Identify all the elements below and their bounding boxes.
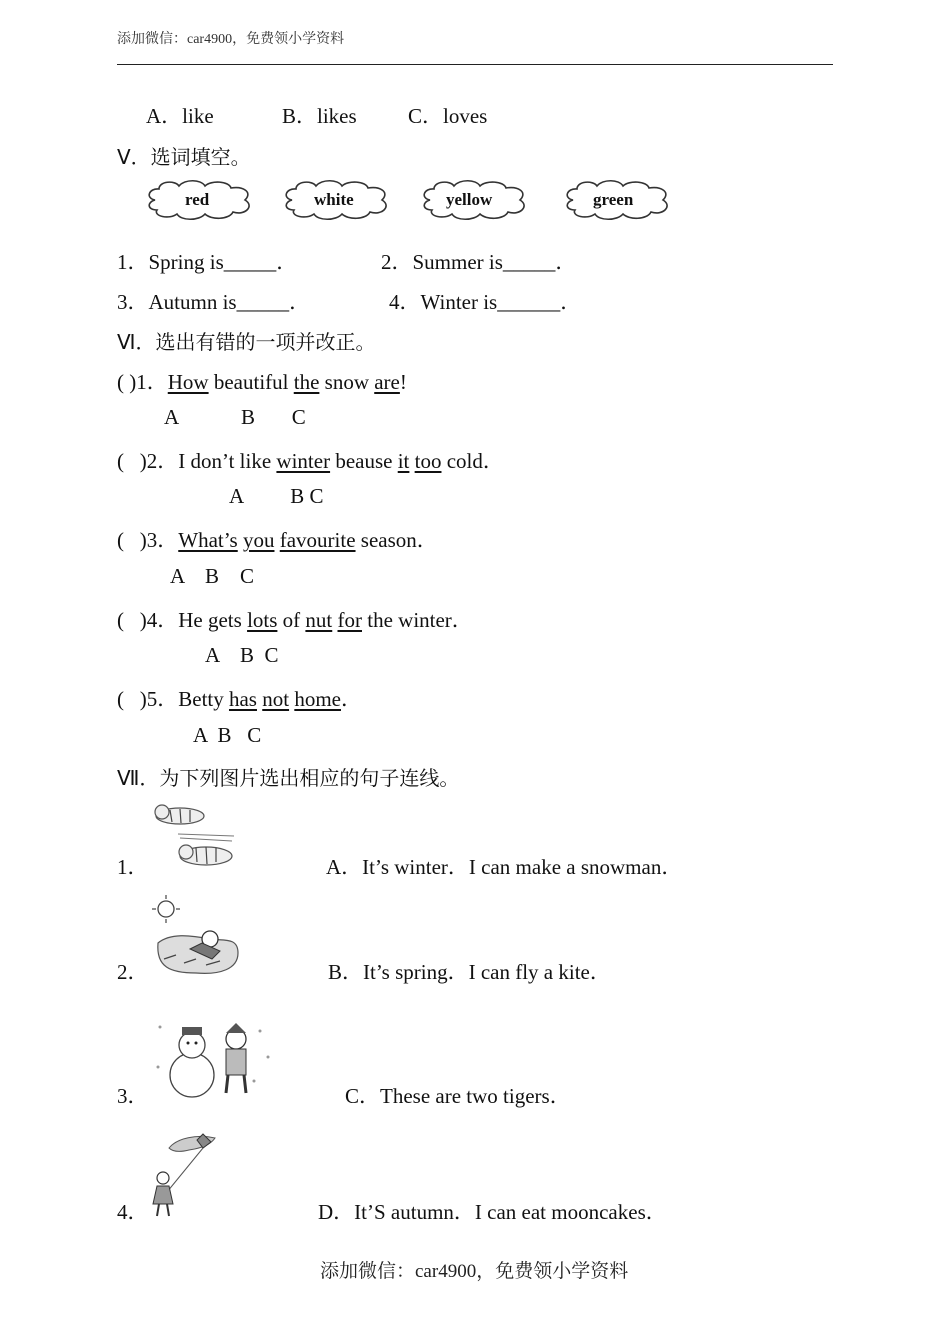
section-6-title: Ⅵ．选出有错的一项并改正。	[117, 330, 376, 354]
word-cloud-yellow	[420, 178, 532, 227]
word-cloud-red	[145, 178, 257, 227]
choice-a: has	[228, 687, 257, 711]
choice-c: favourite	[279, 528, 356, 552]
error-question-3: ( )3．What’s you favourite season．	[117, 528, 438, 552]
error-question-4: ( )4．He gets lots of nut for the winter．	[117, 608, 473, 632]
choice-a: winter	[276, 449, 331, 473]
autumn-scene-icon	[150, 893, 242, 983]
picture-tigers	[150, 798, 242, 879]
choice-c: too	[414, 449, 442, 473]
word-yellow: yellow	[446, 190, 493, 209]
choice-b: you	[242, 528, 275, 552]
match-num-1: 1．	[117, 855, 149, 879]
word-cloud-green	[563, 178, 675, 227]
choice-c: are	[374, 370, 400, 394]
option-a: A．like	[146, 104, 214, 128]
page-footer: 添加微信：car4900，免费领小学资料	[320, 1261, 629, 1282]
picture-snowman	[150, 1017, 282, 1104]
error-letters-3: A B C	[170, 564, 255, 588]
sentence-b: B．It’s spring．I can fly a kite．	[328, 960, 611, 984]
choice-a: What’s	[178, 528, 238, 552]
error-letters-2: A B C	[229, 484, 324, 508]
section-7-title: Ⅶ．为下列图片选出相应的句子连线。	[117, 766, 460, 790]
error-question-2: ( )2．I don’t like winter beause it too cold．	[117, 449, 504, 473]
choice-c: home	[294, 687, 341, 711]
match-num-4: 4．	[117, 1200, 149, 1224]
word-white: white	[314, 190, 354, 209]
word-red: red	[185, 190, 210, 209]
choice-b: it	[397, 449, 410, 473]
error-letters-1: A B C	[164, 405, 306, 429]
error-letters-5: A B C	[193, 723, 262, 747]
fill-q2: 2．Summer is_____．	[381, 250, 577, 274]
choice-a: lots	[247, 608, 278, 632]
sentence-c: C．These are two tigers．	[345, 1084, 571, 1108]
choice-a: How	[167, 370, 209, 394]
error-question-5: ( )5．Betty has not home．	[117, 687, 362, 711]
option-c: C．loves	[408, 104, 488, 128]
match-num-2: 2．	[117, 960, 149, 984]
header-rule	[117, 64, 833, 65]
match-num-3: 3．	[117, 1084, 149, 1108]
choice-c: for	[337, 608, 362, 632]
choice-b: the	[293, 370, 320, 394]
snowman-icon	[150, 1017, 282, 1099]
picture-kite	[145, 1130, 225, 1227]
fill-q3: 3．Autumn is_____．	[117, 290, 311, 314]
word-green: green	[593, 190, 634, 209]
section-5-title: V．选词填空。	[117, 145, 251, 169]
option-b: B．likes	[282, 104, 357, 128]
error-question-1: ( )1．How beautiful the snow are!	[117, 370, 407, 394]
page-header: 添加微信：car4900，免费领小学资料	[117, 32, 345, 47]
kite-icon	[145, 1130, 225, 1222]
tigers-icon	[150, 798, 242, 874]
fill-q4: 4．Winter is______．	[389, 290, 582, 314]
sentence-a: A．It’s winter．I can make a snowman．	[326, 855, 683, 879]
fill-q1: 1．Spring is_____．	[117, 250, 298, 274]
choice-b: not	[262, 687, 290, 711]
choice-b: nut	[305, 608, 333, 632]
error-letters-4: A B C	[205, 643, 279, 667]
picture-autumn	[150, 893, 242, 988]
sentence-d: D．It’S autumn．I can eat mooncakes．	[318, 1200, 667, 1224]
word-cloud-white	[282, 178, 394, 227]
